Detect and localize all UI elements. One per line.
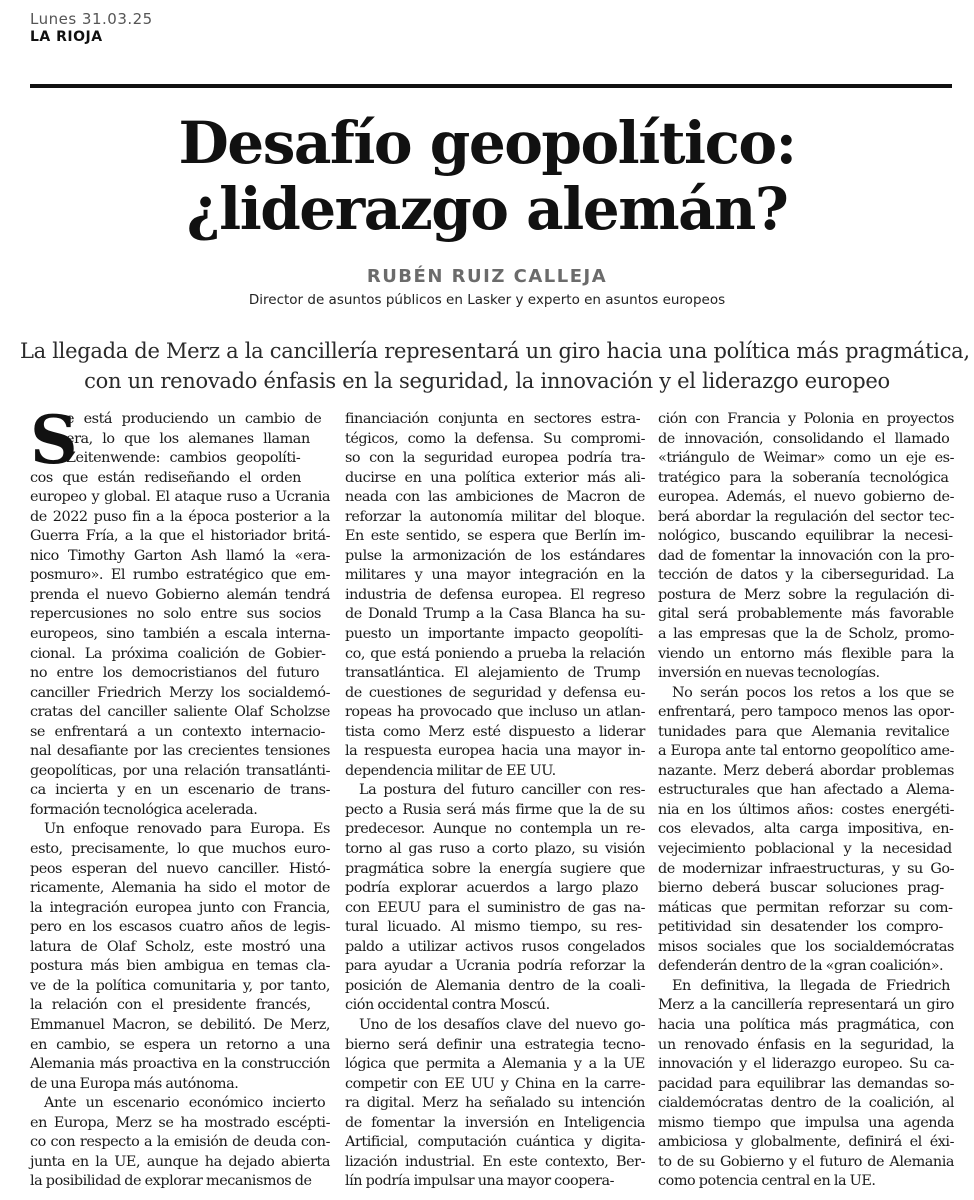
- article-line: como potencia central en la UE.: [658, 1173, 876, 1190]
- article-line: Un enfoque renovado para Europa. Es: [44, 821, 330, 838]
- article-line: Artificial, computación cuántica y digita-: [345, 1134, 645, 1151]
- article-line: dependencia militar de EE UU.: [345, 762, 556, 779]
- article-line: en Europa, Merz se ha mostrado escépti-: [30, 1114, 330, 1131]
- article-line: de una Europa más autónoma.: [30, 1075, 239, 1092]
- article-line: junta en la UE, aunque ha dejado abierta: [30, 1153, 330, 1170]
- masthead: [30, 10, 153, 46]
- article-line: inversión en nuevas tecnologías.: [658, 665, 880, 682]
- article-line: a las empresas que la de Scholz, promo-: [658, 626, 954, 643]
- article-column-2: [345, 410, 645, 1192]
- article-line: to de su Gobierno y el futuro de Alemania: [658, 1153, 954, 1170]
- article-line: co con respecto a la emisión de deuda con-: [30, 1134, 330, 1151]
- article-line: Ante un escenario económico incierto: [44, 1095, 326, 1112]
- article-line: de cuestiones de seguridad y defensa eu-: [345, 684, 645, 701]
- article-line: prenda el nuevo Gobierno alemán tendrá: [30, 586, 330, 603]
- article-line: la integración europea junto con Francia,: [30, 899, 330, 916]
- article-line: industria de defensa europea. El regreso: [345, 586, 645, 603]
- article-line: para ayudar a Ucrania podría reforzar la: [345, 958, 645, 975]
- article-line: formación tecnológica acelerada.: [30, 801, 258, 818]
- article-line: cional. La próxima coalición de Gobier-: [30, 645, 326, 662]
- article-line: tista como Merz esté dispuesto a liderar: [345, 723, 645, 740]
- article-line: nico Timothy Garton Ash llamó la «era-: [30, 547, 330, 564]
- article-line: ción occidental contra Moscú.: [345, 997, 550, 1014]
- article-line: estructurales que han afectado a Alema-: [658, 782, 954, 799]
- article-line: tratégico para la soberanía tecnológica: [658, 469, 949, 486]
- article-line: lización industrial. En este contexto, Ber-: [345, 1153, 645, 1170]
- article-line: lín podría impulsar una mayor coopera-: [345, 1173, 615, 1190]
- article-line: se enfrentará a un contexto internacio-: [30, 723, 325, 740]
- article-column-1: [30, 401, 330, 1192]
- article-line: No serán pocos los retos a los que se: [672, 684, 954, 701]
- article-line: Guerra Fría, a la que el historiador britá-: [30, 528, 330, 545]
- article-line: pacidad para equilibrar las demandas so-: [658, 1075, 954, 1092]
- article-line: cos que están rediseñando el orden: [30, 469, 301, 486]
- article-line: con EEUU para el suministro de gas na-: [345, 899, 645, 916]
- article-line: la respuesta europea hacia una mayor in-: [345, 743, 645, 760]
- article-line: ca incierta y en un escenario de trans-: [30, 782, 330, 799]
- article-line: lógica que permita a Alemania y a la UE: [345, 1056, 645, 1073]
- author-name: RUBÉN RUIZ CALLEJA: [366, 266, 608, 287]
- article-line: Emmanuel Macron, se debilitó. De Merz,: [30, 1016, 330, 1033]
- article-line: ve de la política comunitaria y, por tanto,: [30, 977, 330, 994]
- article-line: ducirse en una política exterior más ali-: [345, 469, 645, 486]
- article-line: cos elevados, alta carga impositiva, en-: [658, 821, 954, 838]
- article-line: bierno será definir una estrategia tecno-: [345, 1036, 645, 1053]
- article-line: vejecimiento poblacional y la necesidad: [658, 841, 952, 858]
- article-line: transatlántica. El alejamiento de Trump: [345, 665, 641, 682]
- article-line: predecesor. Aunque no contempla un re-: [345, 821, 645, 838]
- article-line: pero en los escasos cuatro años de legis-: [30, 919, 330, 936]
- headline: [0, 110, 974, 242]
- publication-date: Lunes 31.03.25: [30, 10, 153, 28]
- article-line: so con la seguridad europea podría tra-: [345, 450, 645, 467]
- article-line: de Donald Trump a la Casa Blanca ha su-: [345, 606, 645, 623]
- article-line: europeo y global. El ataque ruso a Ucrania: [30, 489, 330, 506]
- deck: [20, 336, 970, 396]
- article-line: era, lo que los alemanes llaman: [66, 430, 310, 447]
- header-rule: [30, 84, 952, 88]
- drop-cap: S: [30, 401, 78, 479]
- deck-line-1: La llegada de Merz a la cancillería representará un giro hacia una política más pragmática,: [20, 339, 970, 363]
- article-line: europeos, sino también a escala interna-: [30, 626, 330, 643]
- deck-line-2: con un renovado énfasis en la seguridad, la innovación y el liderazgo europeo: [84, 369, 890, 393]
- article-line: competir con EE UU y China en la carre-: [345, 1075, 645, 1092]
- article-line: esto, precisamente, lo que muchos euro-: [30, 841, 330, 858]
- article-line: latura de Olaf Scholz, este mostró una: [30, 938, 326, 955]
- article-line: defenderán dentro de la «gran coalición».: [658, 958, 944, 975]
- article-line: «triángulo de Weimar» como un eje es-: [658, 450, 954, 467]
- article-line: En este sentido, se espera que Berlín im-: [345, 528, 645, 545]
- article-line: Zeitenwende: cambios geopolíti-: [66, 450, 301, 467]
- article-line: posición de Alemania dentro de la coali-: [345, 977, 645, 994]
- headline-line-2: ¿liderazgo alemán?: [186, 175, 788, 243]
- article-line: petitividad sin desatender los compro-: [658, 919, 943, 936]
- article-line: La postura del futuro canciller con res-: [359, 782, 645, 799]
- article-line: tural licuado. Al mismo tiempo, su res-: [345, 919, 642, 936]
- article-line: la posibilidad de explorar mecanismos de: [30, 1173, 312, 1190]
- article-line: bierno deberá buscar soluciones prag-: [658, 880, 944, 897]
- article-line: innovación y el liderazgo europeo. Su ca-: [658, 1056, 954, 1073]
- article-line: Uno de los desafíos clave del nuevo go-: [359, 1016, 645, 1033]
- article-line: peos esperan del nuevo canciller. Histó-: [30, 860, 330, 877]
- article-line: mismo tiempo que impulsa una agenda: [658, 1114, 954, 1131]
- article-line: e está produciendo un cambio de: [66, 411, 322, 427]
- article-line: paldo a utilizar activos rusos congelados: [345, 938, 645, 955]
- article-line: viendo un entorno más flexible para la: [658, 645, 954, 662]
- article-line: de 2022 puso fin a la época posterior a la: [30, 508, 330, 525]
- article-line: Alemania más proactiva en la construcción: [30, 1056, 330, 1073]
- article-line: misos sociales que los socialdemócratas: [658, 938, 954, 955]
- article-line: tégicos, como la defensa. Su compromi-: [345, 430, 645, 447]
- article-line: hacia una política más pragmática, con: [658, 1016, 954, 1033]
- article-line: no entre los democristianos del futuro: [30, 665, 320, 682]
- article-line: gital será probablemente más favorable: [658, 606, 954, 623]
- article-line: postura de Merz sobre la regulación di-: [658, 586, 954, 603]
- article-line: europea. Además, el nuevo gobierno de-: [658, 489, 954, 506]
- article-line: dad de fomentar la innovación con la pro-: [658, 547, 954, 564]
- article-line: podría explorar acuerdos a largo plazo: [345, 880, 639, 897]
- article-line: ambiciosa y globalmente, definirá el éxi-: [658, 1134, 954, 1151]
- article-line: En definitiva, la llegada de Friedrich: [672, 977, 950, 994]
- section-name: LA RIOJA: [30, 29, 103, 45]
- article-line: torno al gas ruso a corto plazo, su visión: [345, 841, 645, 858]
- article-line: de innovación, consolidando el llamado: [658, 430, 950, 447]
- article-line: la relación con el presidente francés,: [30, 997, 311, 1014]
- article-line: de modernizar infraestructuras, y su Go-: [658, 860, 954, 877]
- article-line: postura más bien ambigua en temas cla-: [30, 958, 330, 975]
- article-line: nal desafiante por las crecientes tensiones: [30, 743, 330, 760]
- article-line: financiación conjunta en sectores estra-: [345, 411, 641, 427]
- article-line: cialdemócratas dentro de la coalición, al: [658, 1095, 954, 1112]
- article-line: canciller Friedrich Merzy los socialdemó-: [30, 684, 330, 701]
- article-line: Merz a la cancillería representará un giro: [658, 997, 954, 1014]
- article-line: tección de datos y la ciberseguridad. La: [658, 567, 954, 584]
- article-line: militares y una mayor integración en la: [345, 567, 645, 584]
- article-line: en cambio, se espera un retorno a una: [30, 1036, 330, 1053]
- article-line: nazante. Merz deberá abordar problemas: [658, 762, 954, 779]
- article-line: berá abordar la regulación del sector tec-: [658, 508, 954, 525]
- article-line: de fomentar la inversión en Inteligencia: [345, 1114, 645, 1131]
- headline-line-1: Desafío geopolítico:: [178, 109, 796, 177]
- author-role: Director de asuntos públicos en Lasker y experto en asuntos europeos: [248, 292, 726, 308]
- article-line: reforzar la autonomía militar del bloque.: [345, 508, 645, 525]
- article-column-3: [658, 410, 954, 1192]
- article-line: a Europa ante tal entorno geopolítico ame-: [658, 743, 954, 760]
- article-line: pulse la armonización de los estándares: [345, 547, 645, 564]
- article-line: neada con las ambiciones de Macron de: [345, 489, 645, 506]
- article-line: co, que está poniendo a prueba la relación: [345, 645, 645, 662]
- article-line: máticas que permitan reforzar su com-: [658, 899, 953, 916]
- article-line: ropeas ha provocado que incluso un atlan-: [345, 704, 645, 721]
- article-line: posmuro». El rumbo estratégico que em-: [30, 567, 330, 584]
- article-line: puesto un importante impacto geopolíti-: [345, 626, 643, 643]
- article-line: pragmática sobre la energía sugiere que: [345, 860, 645, 877]
- article-line: pecto a Rusia será más firme que la de su: [345, 801, 645, 818]
- article-line: un renovado énfasis en la seguridad, la: [658, 1036, 954, 1053]
- article-line: geopolíticas, por una relación transatlánti-: [30, 762, 330, 779]
- article-line: nológico, buscando equilibrar la necesi-: [658, 528, 953, 545]
- article-line: ricamente, Alemania ha sido el motor de: [30, 880, 330, 897]
- article-line: repercusiones no solo entre sus socios: [30, 606, 321, 623]
- article-line: ción con Francia y Polonia en proyectos: [658, 411, 954, 427]
- article-line: tunidades para que Alemania revitalice: [658, 723, 950, 740]
- article-line: nia en los últimos años: costes energéti-: [658, 801, 954, 818]
- article-line: ra digital. Merz ha señalado su intención: [345, 1095, 645, 1112]
- article-line: cratas del canciller saliente Olaf Scholzse: [30, 704, 330, 721]
- article-line: enfrentará, pero tampoco menos las opor-: [658, 704, 954, 721]
